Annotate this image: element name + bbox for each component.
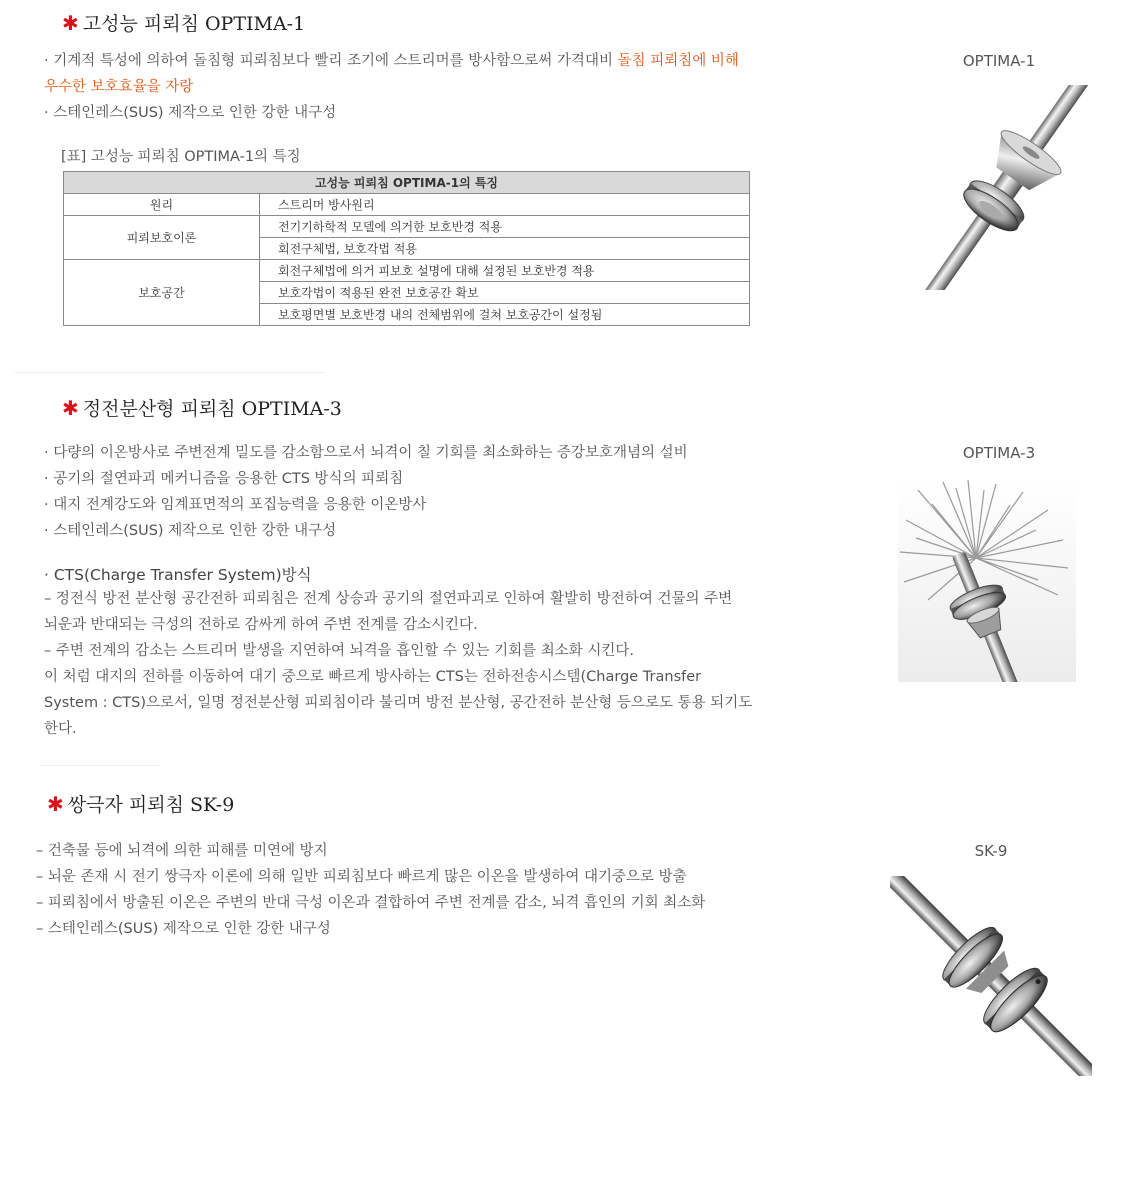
red-asterisk-icon: ✱ bbox=[47, 792, 64, 816]
paragraph-line: 이 처럼 대지의 전하를 이동하여 대기 중으로 빠르게 방사하는 CTS는 전하전송시스템(Charge Transfer bbox=[44, 669, 702, 685]
feature-bullet: – 스테인레스(SUS) 제작으로 인한 강한 내구성 bbox=[36, 921, 331, 937]
feature-bullet: – 건축물 등에 뇌격에 의한 피해를 미연에 방지 bbox=[36, 843, 328, 859]
table-cell: 회전구체법에 의거 피보호 설명에 대해 설정된 보호반경 적용 bbox=[260, 260, 750, 282]
feature-bullet: – 뇌운 존재 시 전기 쌍극자 이론에 의해 일반 피뢰침보다 빠르게 많은 이온을 발생하여 대기중으로 방출 bbox=[36, 869, 687, 885]
paragraph-line: 한다. bbox=[44, 721, 77, 737]
feature-bullet: · 다량의 이온방사로 주변전계 밀도를 감소함으로서 뇌격이 칠 기회를 최소화하는 증강보호개념의 설비 bbox=[44, 445, 688, 461]
table-header: 고성능 피뢰침 OPTIMA-1의 특징 bbox=[64, 172, 750, 194]
section-title-optima-1 bbox=[62, 9, 305, 36]
section-title-sk-9 bbox=[47, 790, 234, 817]
red-asterisk-icon: ✱ bbox=[62, 396, 79, 420]
spec-table bbox=[63, 171, 750, 326]
cts-paragraph bbox=[44, 586, 752, 742]
red-asterisk-icon: ✱ bbox=[62, 11, 79, 35]
paragraph-line: – 정전식 방전 분산형 공간전하 피뢰침은 전계 상승과 공기의 절연파괴로 인하여 활발히 방전하여 건물의 주변 bbox=[44, 591, 733, 607]
feature-bullet bbox=[44, 48, 739, 74]
table-caption: [표] 고성능 피뢰침 OPTIMA-1의 특징 bbox=[61, 149, 301, 165]
feature-bullet: · 스테인레스(SUS) 제작으로 인한 강한 내구성 bbox=[44, 523, 337, 539]
table-cell: 보호각법이 적용된 완전 보호공간 확보 bbox=[260, 282, 750, 304]
section-title-text: 쌍극자 피뢰침 SK-9 bbox=[67, 794, 235, 816]
optima-3-product-image bbox=[898, 480, 1076, 682]
section-title-optima-3 bbox=[62, 394, 342, 421]
paragraph-line: – 주변 전계의 감소는 스트리머 발생을 지연하여 뇌격을 흡인할 수 있는 기회를 최소화 시킨다. bbox=[44, 643, 635, 659]
product-label-optima-3: OPTIMA-3 bbox=[962, 444, 1036, 462]
feature-bullet: · 공기의 절연파괴 메커니즘을 응용한 CTS 방식의 피뢰침 bbox=[44, 471, 404, 487]
table-row bbox=[64, 260, 750, 282]
table-header-row bbox=[64, 172, 750, 194]
table-row bbox=[64, 194, 750, 216]
highlight-text: 우수한 보호효율을 자랑 bbox=[44, 79, 194, 95]
feature-bullet: · 대지 전계강도와 임계표면적의 포집능력을 응용한 이온방사 bbox=[44, 497, 427, 513]
highlight-text: 돌침 피뢰침에 비해 bbox=[617, 53, 739, 69]
section-divider bbox=[40, 765, 160, 766]
feature-text: · 기계적 특성에 의하여 돌침형 피뢰침보다 빨리 조기에 스트리머를 방사함으로써 가격대비 bbox=[44, 53, 613, 69]
cts-subheading: · CTS(Charge Transfer System)방식 bbox=[44, 566, 312, 584]
feature-bullet-continued bbox=[44, 74, 193, 100]
feature-bullet: – 피뢰침에서 방출된 이온은 주변의 반대 극성 이온과 결합하여 주변 전계를 감소, 뇌격 흡인의 기회 최소화 bbox=[36, 895, 706, 911]
table-cell: 보호공간 bbox=[64, 260, 260, 326]
sk-9-product-image bbox=[890, 876, 1092, 1076]
paragraph-line: System : CTS)으로서, 일명 정전분산형 피뢰침이라 불리며 방전 분산형, 공간전하 분산형 등으로도 통용 되기도 bbox=[44, 695, 753, 711]
table-cell: 원리 bbox=[64, 194, 260, 216]
section-title-text: 정전분산형 피뢰침 OPTIMA-3 bbox=[82, 398, 342, 420]
product-label-sk-9: SK-9 bbox=[974, 842, 1008, 860]
table-cell: 피뢰보호이론 bbox=[64, 216, 260, 260]
product-label-optima-1: OPTIMA-1 bbox=[962, 52, 1036, 70]
table-cell: 스트리머 방사원리 bbox=[260, 194, 750, 216]
optima-1-product-image bbox=[925, 85, 1090, 290]
section-divider bbox=[14, 372, 326, 373]
feature-bullet: · 스테인레스(SUS) 제작으로 인한 강한 내구성 bbox=[44, 105, 337, 121]
section-title-text: 고성능 피뢰침 OPTIMA-1 bbox=[82, 13, 306, 35]
table-cell: 전기기하학적 모델에 의거한 보호반경 적용 bbox=[260, 216, 750, 238]
table-row bbox=[64, 216, 750, 238]
paragraph-line: 뇌운과 반대되는 극성의 전하로 감싸게 하여 주변 전계를 감소시킨다. bbox=[44, 617, 478, 633]
table-cell: 보호평면별 보호반경 내의 전체범위에 걸쳐 보호공간이 설정됨 bbox=[260, 304, 750, 326]
table-cell: 회전구체법, 보호각법 적용 bbox=[260, 238, 750, 260]
